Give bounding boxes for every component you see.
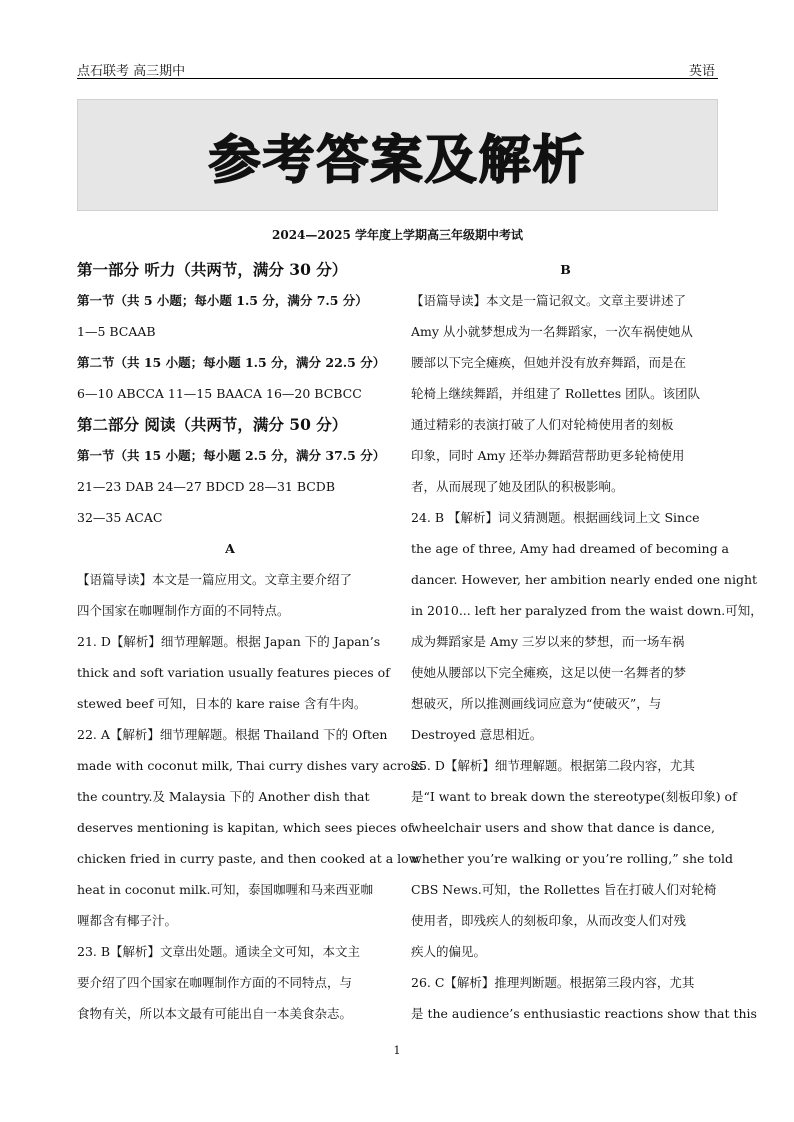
text-line: 是“I want to break down the stereotype(刻板印象) of — [411, 789, 737, 804]
text-line: 轮椅上继续舞蹈，并组建了 Rollettes 团队。该团队 — [411, 386, 701, 401]
text-line: 21—23 DAB 24—27 BDCD 28—31 BCDB — [77, 479, 336, 494]
text-line: 第一节（共 15 小题；每小题 2.5 分，满分 37.5 分） — [77, 448, 386, 463]
right-column — [411, 254, 763, 1029]
text-line: 腰部以下完全瘫痪，但她并没有放弃舞蹈，而是在 — [411, 355, 687, 370]
text-line: Destroyed 意思相近。 — [411, 727, 543, 742]
page-title: 参考答案及解析 — [208, 129, 587, 191]
text-line: stewed beef 可知，日本的 kare raise 含有牛肉。 — [77, 696, 367, 711]
text-line: 32—35 ACAC — [77, 510, 163, 525]
text-line: 【语篇导读】本文是一篇记叙文。文章主要讲述了 — [411, 293, 687, 308]
text-line: 使她从腰部以下完全瘫痪，这足以使一名舞者的梦 — [411, 665, 687, 680]
text-line: the country.及 Malaysia 下的 Another dish that — [77, 789, 370, 804]
text-line: 疾人的偏见。 — [411, 944, 487, 959]
text-line: 通过精彩的表演打破了人们对轮椅使用者的刻板 — [411, 417, 674, 432]
text-line: 第二部分 阅读（共两节，满分 50 分） — [77, 415, 348, 434]
text-line: 要介绍了四个国家在咖喱制作方面的不同特点，与 — [77, 975, 353, 990]
left-column — [77, 254, 424, 1029]
header-subject: 英语 — [688, 64, 715, 79]
text-line: whether you’re walking or you’re rolling,” she told — [411, 851, 733, 866]
text-line: 1—5 BCAAB — [77, 324, 156, 339]
text-line: 26. C【解析】推理判断题。根据第三段内容，尤其 — [411, 975, 695, 990]
text-line: 第一节（共 5 小题；每小题 1.5 分，满分 7.5 分） — [77, 293, 368, 308]
text-line: 者，从而展现了她及团队的积极影响。 — [411, 479, 624, 494]
text-line: 喱都含有椰子汁。 — [77, 913, 178, 928]
text-line: deserves mentioning is kapitan, which sees pieces of — [77, 820, 413, 835]
text-line: 6—10 ABCCA 11—15 BAACA 16—20 BCBCC — [77, 386, 362, 401]
text-line: 是 the audience’s enthusiastic reactions show that this — [411, 1006, 757, 1021]
text-line: 想破灭，所以推测画线词应意为“使破灭”，与 — [411, 696, 662, 711]
page-number: 1 — [393, 1044, 401, 1057]
text-line: B — [560, 262, 571, 277]
text-line: thick and soft variation usually features pieces of — [77, 665, 390, 680]
text-line: 成为舞蹈家是 Amy 三岁以来的梦想，而一场车祸 — [411, 634, 685, 649]
text-line: 第一部分 听力（共两节，满分 30 分） — [77, 260, 348, 279]
text-line: made with coconut milk, Thai curry dishes vary across — [77, 758, 424, 773]
text-line: heat in coconut milk.可知，泰国咖喱和马来西亚咖 — [77, 882, 373, 897]
text-line: chicken fried in curry paste, and then cooked at a low — [77, 851, 420, 866]
text-line: Amy 从小就梦想成为一名舞蹈家，一次车祸使她从 — [411, 324, 693, 339]
text-line: 使用者，即残疾人的刻板印象，从而改变人们对残 — [411, 913, 687, 928]
text-line: 25. D【解析】细节理解题。根据第二段内容，尤其 — [411, 758, 695, 773]
text-line: 22. A【解析】细节理解题。根据 Thailand 下的 Often — [77, 727, 388, 742]
exam-subtitle: 2024—2025 学年度上学期高三年级期中考试 — [272, 228, 523, 242]
title-banner — [77, 99, 718, 211]
text-line: 印象，同时 Amy 还举办舞蹈营帮助更多轮椅使用 — [411, 448, 685, 463]
text-line: 21. D【解析】细节理解题。根据 Japan 下的 Japan’s — [77, 634, 381, 649]
text-line: in 2010... left her paralyzed from the waist down.可知， — [411, 603, 763, 618]
text-line: dancer. However, her ambition nearly ended one night — [411, 572, 758, 587]
text-line: 食物有关，所以本文最有可能出自一本美食杂志。 — [77, 1006, 353, 1021]
text-line: 第二节（共 15 小题；每小题 1.5 分，满分 22.5 分） — [77, 355, 386, 370]
text-line: A — [225, 541, 235, 556]
header-exam-name: 点石联考 高三期中 — [77, 64, 186, 79]
text-line: 24. B 【解析】词义猜测题。根据画线词上文 Since — [411, 510, 700, 525]
text-line: CBS News.可知，the Rollettes 旨在打破人们对轮椅 — [411, 882, 717, 897]
text-line: 23. B【解析】文章出处题。通读全文可知，本文主 — [77, 944, 361, 959]
page-header — [77, 58, 718, 79]
text-line: 四个国家在咖喱制作方面的不同特点。 — [77, 603, 290, 618]
text-line: the age of three, Amy had dreamed of becoming a — [411, 541, 730, 556]
text-line: wheelchair users and show that dance is dance, — [411, 820, 716, 835]
text-line: 【语篇导读】本文是一篇应用文。文章主要介绍了 — [77, 572, 353, 587]
